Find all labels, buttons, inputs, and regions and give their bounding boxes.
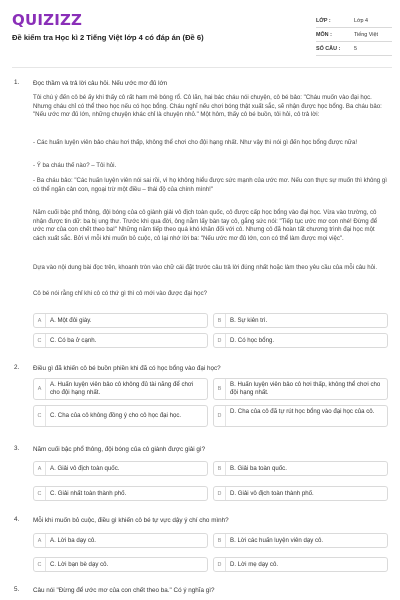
worksheet-title: Đề kiểm tra Học kì 2 Tiếng Việt lớp 4 có đáp án (Đề 6) (12, 33, 204, 42)
option-letter: C (34, 558, 46, 571)
option-letter: D (214, 487, 226, 500)
worksheet-header (0, 0, 400, 64)
answer-option-a[interactable] (33, 378, 208, 400)
question-number: 2. (14, 364, 20, 371)
option-text: D. Có học bổng. (230, 337, 275, 344)
answer-option-c[interactable] (33, 333, 208, 348)
option-text: D. Lời mẹ dạy cô. (230, 561, 279, 568)
meta-label: LỚP : (316, 17, 331, 24)
option-text: C. Có ba ở cạnh. (50, 337, 97, 344)
answer-option-c[interactable] (33, 557, 208, 572)
passage-paragraph: Năm cuối bậc phổ thông, đội bóng của cô giành giải vô địch toàn quốc, cô được cấp học bổng vào đại học. Vừa vào trường, cô nhận được tin dữ: ba bị ung thư. Trước khi qua đời, ông nằm lấy bàn tay cô, gắng sức nói: "Tiếp tục ước mơ con nhé! Đừng để ước mơ của con chết theo ba!" Những năm tiếp theo quá khó khăn đối với cô. Nhưng cô đã hoàn tất chương trình đại học một cách xuất sắc. Bởi vì mỗi khi muốn bỏ cuộc, cô lại nhớ lời ba: "Nếu ước mơ đủ lớn, con có thể làm được mọi việc". (33, 209, 378, 242)
option-text: A. Huấn luyện viên bảo cô không đủ tài năng để chơi cho đội hạng nhất. (50, 381, 194, 396)
option-text: B. Giải ba toàn quốc. (230, 465, 287, 472)
option-letter: A (34, 314, 46, 327)
question-text: Điều gì đã khiến cô bé buồn phiền khi đã có học bổng vào đại học? (33, 365, 221, 372)
answer-option-b[interactable] (213, 461, 388, 476)
option-letter: C (34, 406, 46, 426)
question-text: Năm cuối bậc phổ thông, đội bóng của cô giành được giải gì? (33, 446, 206, 453)
meta-row-subject (316, 28, 392, 42)
question-text: Câu nói "Đừng để ước mơ của con chết theo ba." Có ý nghĩa gì? (33, 587, 215, 594)
quizizz-logo: QUIZIZZ (12, 11, 83, 29)
option-letter: A (34, 534, 46, 547)
option-text: D. Cha của cô đã tự rút học bổng vào đại học của cô. (230, 408, 375, 415)
question-number: 4. (14, 516, 20, 523)
answer-option-d[interactable] (213, 557, 388, 572)
answer-option-a[interactable] (33, 533, 208, 548)
passage-paragraph: - Các huấn luyện viên bảo cháu hơi thấp, không thể chơi cho đội hạng nhất. Như vậy thì nói gì đến học bổng được nữa! (33, 139, 358, 146)
meta-row-question-count (316, 42, 392, 56)
option-letter: A (34, 379, 46, 399)
option-text: D. Giải vô địch toàn thành phố. (230, 490, 314, 497)
passage-paragraph: - Ba cháu bảo: "Các huấn luyện viên nói sai rồi, vì họ không hiểu được sức mạnh của ước mơ. Nếu con thực sự muốn thì không gì có thể ngăn cản con, ngoại trừ một điều – thái độ của chính mình!" (33, 177, 387, 193)
option-letter: A (34, 462, 46, 475)
answer-option-a[interactable] (33, 313, 208, 328)
worksheet-meta (316, 14, 392, 56)
answer-option-d[interactable] (213, 486, 388, 501)
option-text: B. Sự kiên trì. (230, 317, 268, 324)
meta-value: 5 (354, 45, 357, 52)
meta-value: Lớp 4 (354, 17, 369, 24)
option-text: A. Giải vô địch toàn quốc. (50, 465, 120, 472)
meta-row-grade (316, 14, 392, 28)
option-letter: B (214, 314, 226, 327)
answer-option-c[interactable] (33, 405, 208, 427)
question-number: 5. (14, 586, 20, 593)
option-letter: C (34, 487, 46, 500)
meta-label: MÔN : (316, 31, 332, 38)
option-letter: D (214, 334, 226, 347)
passage-paragraph: - Ý ba cháu thế nào? – Tôi hỏi. (33, 162, 117, 169)
meta-value: Tiếng Việt (354, 31, 378, 38)
option-text: C. Cha của cô không đồng ý cho cô học đại học. (50, 412, 182, 419)
option-text: B. Lời các huấn luyện viên dạy cô. (230, 537, 324, 544)
question-number: 3. (14, 445, 20, 452)
option-text: C. Lời bạn bè dạy cô. (50, 561, 109, 568)
question-prompt: Cô bé nói rằng chỉ khi cô có thứ gì thì cô mới vào được đại học? (33, 290, 207, 297)
answer-option-b[interactable] (213, 533, 388, 548)
option-letter: C (34, 334, 46, 347)
passage-paragraph: Dựa vào nội dung bài đọc trên, khoanh tròn vào chữ cái đặt trước câu trả lời đúng nhất hoặc làm theo yêu cầu của mỗi câu hỏi. (33, 264, 378, 271)
question-text: Đọc thầm và trả lời câu hỏi. Nếu ước mơ đủ lớn (33, 80, 168, 87)
answer-option-b[interactable] (213, 378, 388, 400)
answer-option-d[interactable] (213, 405, 388, 427)
answer-option-c[interactable] (33, 486, 208, 501)
option-text: A. Một đôi giày. (50, 317, 92, 324)
option-text: B. Huấn luyện viên bảo cô hơi thấp, không thể chơi cho đội hạng nhất. (230, 381, 381, 396)
answer-option-b[interactable] (213, 313, 388, 328)
question-number: 1. (14, 79, 20, 86)
answer-option-d[interactable] (213, 333, 388, 348)
option-letter: D (214, 406, 226, 426)
option-letter: D (214, 558, 226, 571)
question-text: Mỗi khi muốn bỏ cuộc, điều gì khiến cô bé tự vực dậy ý chí cho mình? (33, 517, 229, 524)
answer-option-a[interactable] (33, 461, 208, 476)
header-divider (12, 67, 392, 68)
option-text: C. Giải nhất toàn thành phố. (50, 490, 127, 497)
option-letter: B (214, 534, 226, 547)
option-text: A. Lời ba dạy cô. (50, 537, 97, 544)
passage-paragraph: Tôi chú ý đến cô bé ấy khi thấy cô rất ham mê bóng rổ. Cô lăn, hai bác cháu nói chuyện, cô bé bảo: "Cháu muốn vào đại học. Nhưng cháu chỉ có thể theo học nếu có học bổng. Cháu nghĩ nếu chơi bóng thật xuất sắc, sẽ nhận được học bổng. Ba cháu bảo: "Nếu ước mơ đủ lớn, những chuyện khác chỉ là chuyện nhỏ." Một hôm, thấy cô bé buồn, tôi hỏi, cô trả lời: (33, 94, 382, 119)
meta-label: SỐ CÂU : (316, 45, 341, 52)
option-letter: B (214, 462, 226, 475)
option-letter: B (214, 379, 226, 399)
